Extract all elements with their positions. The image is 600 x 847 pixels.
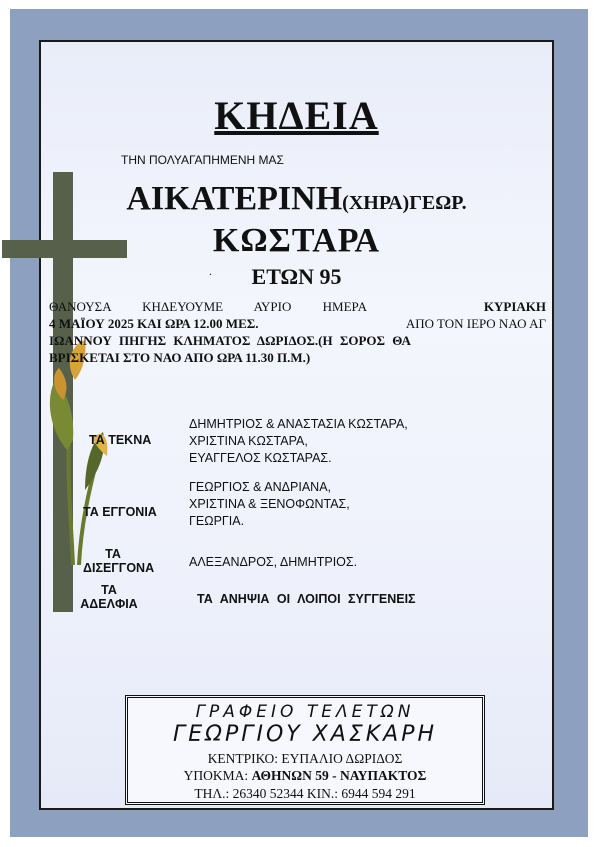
great-grandchildren-label-line: ΔΙΣΕΓΓΟΝΑ (83, 561, 155, 575)
funeral-home-phones: ΤΗΛ.: 26340 52344 ΚΙΝ.: 6944 594 291 (194, 786, 416, 801)
children-item: ΧΡΙΣΤΙΝΑ ΚΩΣΤΑΡΑ, (189, 434, 308, 448)
announcement-church: ΑΠΟ ΤΟΝ ΙΕΡΟ ΝΑΟ ΑΓ (405, 316, 546, 331)
deceased-first-name (41, 180, 552, 218)
deceased-surname: ΚΩΣΤΑΡΑ (212, 222, 381, 259)
branch-address: ΑΘΗΝΩΝ 59 - ΝΑΥΠΑΚΤΟΣ (251, 768, 427, 783)
funeral-home-hq: ΚΕΝΤΡΙΚΟ: ΕΥΠΑΛΙΟ ΔΩΡΙΔΟΣ (207, 751, 403, 766)
announcement-date-time: 4 ΜΑΪΟΥ 2025 ΚΑΙ ΩΡΑ 12.00 ΜΕΣ. (49, 316, 259, 331)
notice-title: ΚΗΔΕΙΑ (214, 93, 379, 138)
children-label: ΤΑ ΤΕΚΝΑ (89, 433, 152, 447)
siblings-label (79, 583, 139, 611)
siblings-list: ΤΑ ΑΝΗΨΙΑ ΟΙ ΛΟΙΠΟΙ ΣΥΓΓΕΝΕΙΣ (197, 592, 416, 606)
children-list (189, 416, 408, 467)
announcement-line-2 (49, 315, 546, 332)
grandchildren-item: ΓΕΩΡΓΙΑ. (189, 514, 245, 528)
calla-lily-image (45, 340, 115, 565)
grandchildren-item: ΓΕΩΡΓΙΟΣ & ΑΝΔΡΙΑΝΑ, (189, 480, 332, 494)
great-grandchildren-label (83, 547, 155, 575)
first-name: ΑΙΚΑΤΕΡΙΝΗ (126, 180, 343, 217)
great-grandchildren-list: ΑΛΕΞΑΝΔΡΟΣ, ΔΗΜΗΤΡΙΟΣ. (189, 555, 358, 569)
funeral-notice (39, 40, 554, 810)
announcement-line-4: ΒΡΙΣΚΕΤΑΙ ΣΤΟ ΝΑΟ ΑΠΟ ΩΡΑ 11.30 Π.Μ.) (49, 350, 311, 365)
children-item: ΕΥΑΓΓΕΛΟΣ ΚΩΣΤΑΡΑΣ. (189, 451, 332, 465)
funeral-home-branch (128, 768, 482, 784)
funeral-home-office: ΓΡΑΦΕΙΟ ΤΕΛΕΤΩΝ (195, 702, 415, 722)
stray-dot: . (209, 264, 212, 278)
grandchildren-label: ΤΑ ΕΓΓΟΝΙΑ (83, 505, 157, 519)
grandchildren-item: ΧΡΙΣΤΙΝΑ & ΞΕΝΟΦΩΝΤΑΣ, (189, 497, 350, 511)
middle-name: (ΧΗΡΑ)ΓΕΩΡ. (342, 192, 467, 214)
intro-text: ΤΗΝ ΠΟΛΥΑΓΑΠΗΜΕΝΗ ΜΑΣ (121, 153, 284, 167)
great-grandchildren-label-line: ΤΑ (105, 547, 121, 561)
announcement-line-1-text: ΘΑΝΟΥΣΑ ΚΗΔΕΥΟΥΜΕ ΑΥΡΙΟ ΗΜΕΡΑ (49, 299, 367, 314)
announcement-day: ΚΥΡΙΑΚΗ (483, 299, 546, 314)
children-item: ΔΗΜΗΤΡΙΟΣ & ΑΝΑΣΤΑΣΙΑ ΚΩΣΤΑΡΑ, (189, 417, 408, 431)
siblings-label-line: ΑΔΕΛΦΙΑ (80, 597, 138, 611)
announcement-line-3: ΙΩΑΝΝΟΥ ΠΗΓΗΣ ΚΛΗΜΑΤΟΣ ΔΩΡΙΔΟΣ.(Η ΣΟΡΟΣ ΘΑ (49, 333, 411, 348)
siblings-label-line: ΤΑ (101, 583, 117, 597)
funeral-home-box (125, 695, 485, 805)
deceased-age: ΕΤΩΝ 95 (251, 264, 342, 289)
funeral-home-owner: ΓΕΩΡΓΙΟΥ ΧΑΣΚΑΡΗ (172, 722, 438, 747)
funeral-announcement (49, 298, 546, 366)
announcement-line-1 (49, 298, 546, 315)
branch-label: ΥΠΟΚΜΑ: (183, 768, 249, 783)
grandchildren-list (189, 479, 350, 530)
